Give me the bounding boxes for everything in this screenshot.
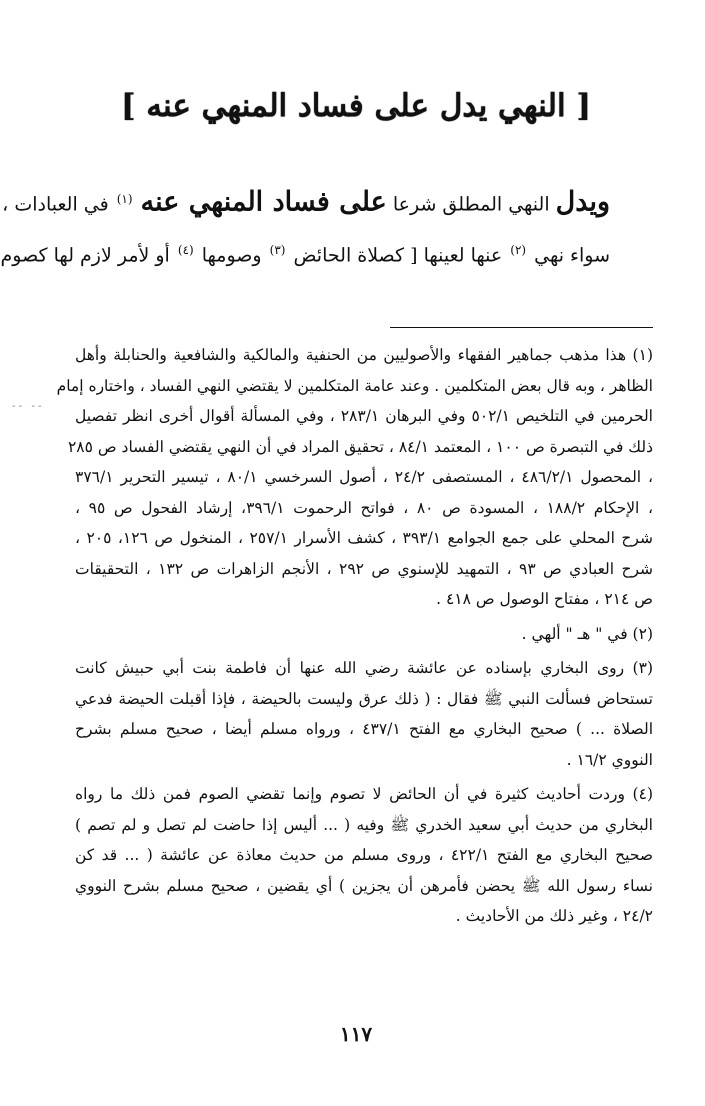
footnote-ref-2[interactable]: (٢) [510,243,527,258]
footnote-line: ذلك في التبصرة ص ١٠٠ ، المعتمد ٨٤/١ ، تحقيق المراد في أن النهي يقتضي الفساد ص ٢٨٥ [67,437,653,456]
main-text-run: سواء نهي [534,244,610,267]
footnote-3 [75,653,653,775]
main-text-run: وصومها [201,244,262,267]
footnote-line: تستحاض فسألت النبي ﷺ فقال : ( ذلك عرق وليست بالحيضة ، فإذا أقبلت الحيضة فدعي [75,689,653,708]
main-text-run: أو لأمر لازم لها كصوم [0,244,170,267]
footnote-ref-3[interactable]: (٣) [269,243,286,258]
footnote-line: (٤) وردت أحاديث كثيرة في أن الحائض لا تصوم وإنما تقضي الصوم فمن ذلك ما رواه [75,785,653,803]
heading-open-bracket: [ [576,88,592,124]
heading-title: النهي يدل على فساد المنهي عنه [146,88,566,124]
main-paragraph [0,176,610,279]
footnote-divider [390,327,653,328]
main-line-1 [2,176,610,227]
main-text-run: النهي المطلق شرعا [392,193,550,216]
footnote-1 [56,340,654,615]
footnote-line: الحرمين في التلخيص ٥٠٢/١ وفي البرهان ٢٨٣/١ ، وفي المسألة أقوال أخرى انظر تفصيل [75,407,653,425]
footnote-line: (١) هذا مذهب جماهير الفقهاء والأصوليين من الحنفية والمالكية والشافعية والحنابلة وأهل [75,346,653,364]
footnote-line: النووي ١٦/٢ . [566,750,653,769]
heading-close-bracket: ] [120,88,136,124]
footnote-line: الظاهر ، وبه قال بعض المتكلمين . وعند عامة المتكلمين لا يقتضي النهي الفساد ، واختاره إمام [56,376,653,395]
footnote-ref-1[interactable]: (١) [116,192,133,206]
main-text-run: عنها لعينها [ كصلاة الحائض [293,244,503,267]
footnote-line: الصلاة ... ) صحيح البخاري مع الفتح ٤٣٧/١ ، ورواه مسلم أيضا ، صحيح مسلم بشرح [75,720,653,738]
footnote-line: ص ٢١٤ ، مفتاح الوصول ص ٤١٨ . [436,590,653,608]
footnote-line: ٢٤/٢ ، وغير ذلك من الأحاديث . [455,907,653,925]
footnote-4 [75,779,653,932]
footnote-line: ، المحصول ٤٨٦/٢/١ ، المستصفى ٢٤/٢ ، أصول السرخسي ٨٠/١ ، تيسير التحرير ٣٧٦/١ [75,468,654,486]
page-number: ١١٧ [339,1022,373,1046]
main-text-run: في العبادات ، [2,193,109,216]
footnote-line: شرح المحلي على جمع الجوامع ٣٩٣/١ ، كشف الأسرار ٢٥٧/١ ، المنخول ص ١٢٦، ٢٠٥ ، [75,529,653,547]
footnote-line: البخاري من حديث أبي سعيد الخدري ﷺ وفيه ( ... أليس إذا حاضت لم تصل و لم تصم ) [75,815,653,834]
footnote-line: (٢) في " هـ " ألهي . [521,624,653,643]
footnote-line: صحيح البخاري مع الفتح ٤٢٢/١ ، وروى مسلم من حديث معاذة عن عائشة ( ... قد كن [75,846,653,864]
footnote-line: نساء رسول الله ﷺ يحضن فأمرهن أن يجزين ) أي يقضين ، صحيح مسلم بشرح النووي [75,876,653,895]
footnote-2 [75,619,653,650]
margin-mark: -- -- [12,401,45,412]
lead-word: ويدل [555,186,610,218]
footnote-line: ، الإحكام ١٨٨/٢ ، المسودة ص ٨٠ ، فواتح الرحموت ٣٩٦/١، إرشاد الفحول ص ٩٥ ، [75,498,653,517]
section-heading [7,88,705,124]
footnote-line: شرح العبادي ص ٩٣ ، التمهيد للإسنوي ص ٢٩٢ ، الأنجم الزاهرات ص ١٣٢ ، التحقيقات [75,559,653,578]
footnote-ref-4[interactable]: (٤) [177,243,194,258]
footnotes [56,340,654,932]
main-line-2 [0,227,610,278]
footnote-line: (٣) روى البخاري بإسناده عن عائشة رضي الله عنها أن فاطمة بنت أبي حبيش كانت [75,659,653,677]
emphasized-phrase: على فساد المنهي عنه [140,186,387,218]
